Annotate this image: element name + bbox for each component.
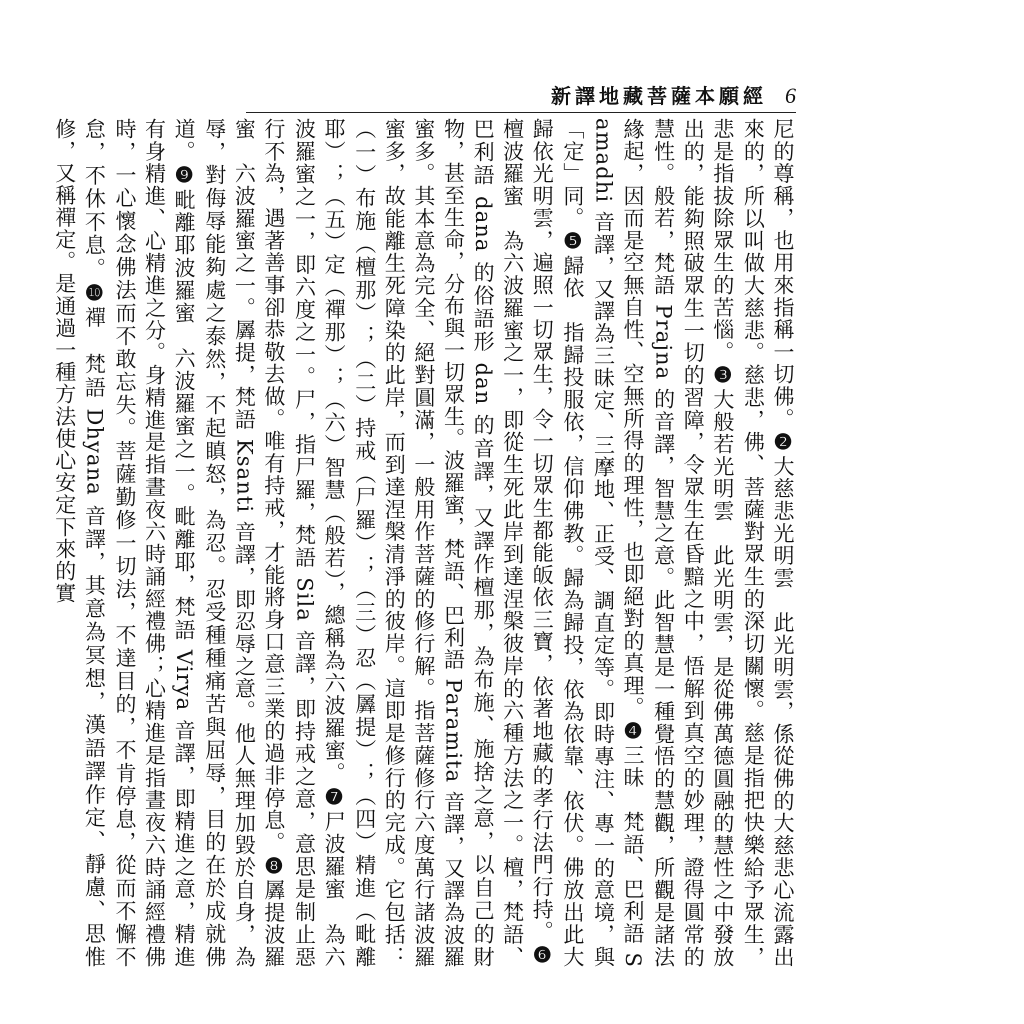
page-header	[551, 80, 796, 106]
note-number-7: ❼	[322, 784, 348, 810]
page-number: 6	[785, 83, 796, 108]
text-segment: 大慈悲光明雲 此光明雲，係從佛的大慈悲心流露出來的，所以叫做大慈悲。慈悲，佛、菩薩對眾生的深切關懷。慈是指把快樂給予眾生，悲是指拔除眾生的苦惱。	[710, 118, 795, 968]
header-rule	[246, 112, 796, 113]
text-segment: 毗離耶波羅蜜 六波羅蜜之一。毗離耶，梵語 Virya 音譯，即精進之意，精進有身精進、心精進之分。身精進是指晝夜六時誦經禮佛；心精進是指晝夜六時誦經禮佛時，一心懷念佛法而不敢忘失。菩薩勤修一切法，不達目的，不肯停息，從而不懈不怠，不休不息。	[82, 118, 197, 968]
annotation-text-body	[52, 118, 798, 969]
note-number-4: ❹	[621, 718, 647, 745]
note-number-6: ❻	[530, 942, 556, 968]
text-segment: 禪 梵語 Dhyana 音譯，其意為冥想，漢語譯作定、靜慮、思惟修，又稱禪定。是通過一種方法使心安定下來的實	[52, 118, 107, 968]
text-segment: 尼的尊稱，也用來指稱一切佛。	[771, 118, 795, 431]
text-segment: 三昧 梵語、巴利語 Samadhi 音譯，又譯為三昧定、三摩地、正受、調直定等。即時專注、專一的意境，與「定」同。	[560, 118, 646, 968]
text-segment: 羼提波羅蜜 六波羅蜜之一。羼提，梵語 Ksanti 音譯，即忍辱之意。他人無理加毀於自身，為辱，對侮辱能夠處之泰然，不起瞋怒，為忍。忍受種種痛苦與屈辱，目的在於成就佛道。	[172, 118, 286, 968]
note-number-9: ❾	[172, 163, 198, 189]
note-number-2: ❷	[771, 430, 796, 456]
text-segment: 檀波羅蜜 為六波羅蜜之一，即從生死此岸到達涅槃彼岸的六種方法之一。檀，梵語、巴利語 dana 的俗語形 dan 的音譯，又譯作檀那，為布施、施捨之意，以自己的財物，甚至生命，分布與一切眾生。波羅蜜，梵語、巴利語 Paramita 音譯，又譯為波羅蜜多。其本意為完全、絕對圓滿，一般用作菩薩的修行解。指菩薩修行六度萬行諸波羅蜜多，故能離生死障染的此岸，而到達涅槃清淨的彼岸。這即是修行的完成。它包括：（一）布施（檀那）；（二）持戒（尸羅）；（三）忍（羼提）；（四）精進（毗離耶）；（五）定（禪那）；（六）智慧（般若），總稱為六波羅蜜。	[322, 118, 525, 968]
note-number-3: ❸	[710, 363, 736, 389]
text-segment: 尸波羅蜜 為六波羅蜜之一，即六度之一。尸，指尸羅，梵語 Sila 音譯，即持戒之意，意思是制止惡行不為，遇著善事卻恭敬去做。唯有持戒，才能將身口意三業的過非停息。	[261, 118, 347, 968]
note-number-10: ❿	[82, 280, 108, 306]
running-title: 新譯地藏菩薩本願經	[551, 84, 767, 108]
text-segment: 歸依 指歸投服依，信仰佛教。歸為歸投，依為依靠、依伏。佛放出此大歸依光明雲，遍照一切眾生，令一切眾生都能皈依三寶，依著地藏的孝行法門行持。	[530, 118, 585, 969]
text-segment: 大般若光明雲 此光明雲，是從佛萬德圓融的慧性之中發放出的，能夠照破眾生一切的習障，令眾生在昏黯之中，悟解到真空的妙理，證得圓常的慧性。般若，梵語 Prajna 的音譯，智慧之意。此智慧是一種覺悟的慧觀，所觀是諸法緣起，因而是空無自性、空無所得的理性，也即絕對的真理。	[621, 118, 735, 968]
note-number-5: ❺	[560, 229, 586, 255]
note-number-8: ❽	[261, 853, 287, 879]
